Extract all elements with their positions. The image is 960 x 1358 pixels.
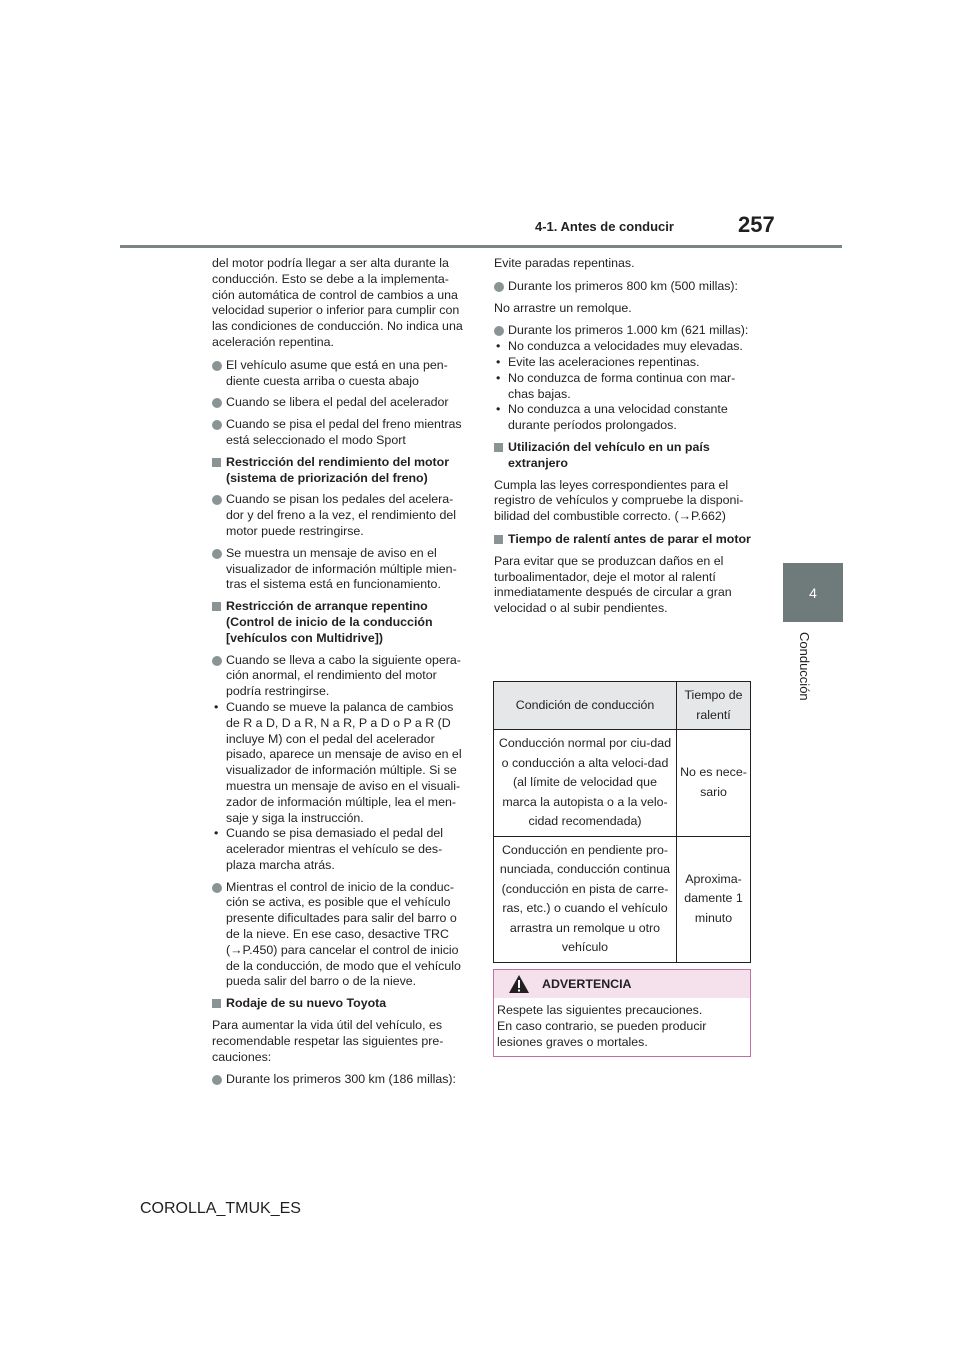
warning-icon — [508, 974, 530, 994]
subheading: Restricción de arranque repentino (Control de inicio de la conducción [vehículos con Multidrive]) — [212, 599, 470, 646]
warning-text: Respete las siguientes precauciones. En caso contrario, se pueden producir lesiones graves o mortales. — [497, 1003, 707, 1049]
paragraph: Para aumentar la vida útil del vehículo, es recomendable respetar las siguientes pre-cauciones: — [212, 1018, 444, 1064]
table-header-cell: Condición de conducción — [494, 682, 677, 730]
square-bullet-icon — [494, 535, 503, 544]
bullet-icon — [212, 420, 222, 430]
chapter-tab: 4 — [783, 563, 843, 622]
list-item: Durante los primeros 300 km (186 millas): — [212, 1072, 470, 1088]
list-item: Cuando se pisan los pedales del acelera-dor y del freno a la vez, el rendimiento del motor puede restringirse. — [212, 492, 470, 539]
sub-list-item: • No conduzca de forma continua con mar-chas bajas. — [494, 371, 756, 403]
chapter-label: Conducción — [797, 632, 812, 701]
bullet-icon — [212, 883, 222, 893]
sub-list-item: • Evite las aceleraciones repentinas. — [494, 355, 756, 371]
bullet-icon — [212, 1075, 222, 1085]
bullet-icon — [212, 398, 222, 408]
sub-list-item: • Cuando se mueve la palanca de cambios de R a D, D a R, N a R, P a D o P a R (D incluye M) con el pedal del acelerador pisado, aparece un mensaje de aviso en el visualizador de información múltiple. Si se muestra un mensaje de aviso en el visuali-zador de información múltiple, lea el men-saje y siga la instrucción. — [212, 700, 470, 826]
subheading: Tiempo de ralentí antes de parar el motor — [494, 532, 756, 548]
list-item: Cuando se lleva a cabo la siguiente opera-ción anormal, el rendimiento del motor podría restringirse. — [212, 653, 470, 700]
list-item: El vehículo asume que está en una pen-diente cuesta arriba o cuesta abajo — [212, 358, 470, 390]
bullet-icon — [212, 549, 222, 559]
bullet-icon — [212, 495, 222, 505]
list-item: Se muestra un mensaje de aviso en el visualizador de información múltiple mien-tras el sistema está en funcionamiento. — [212, 546, 470, 593]
warning-box — [493, 969, 751, 1057]
square-bullet-icon — [212, 458, 221, 467]
paragraph: No arrastre un remolque. — [494, 300, 632, 315]
intro-paragraph: del motor podría llegar a ser alta durante la conducción. Esto se debe a la implementa-ción automática de control de cambios a una velocidad superior o inferior para cumplir con las condiciones de conducción. No indica una aceleración repentina. — [212, 256, 463, 349]
sub-list-item: • No conduzca a velocidades muy elevadas. — [494, 339, 756, 355]
sub-list — [494, 339, 756, 434]
table-header-cell: Tiempo de ralentí — [677, 682, 751, 730]
list-item: Mientras el control de inicio de la conduc-ción se activa, es posible que el vehículo presente dificultades para salir del barro o de la nieve. En ese caso, desactive TRC (→P.450) para cancelar el control de inicio de la conducción, de modo que el vehículo pueda salir del barro o de la nieve. — [212, 880, 470, 991]
bullet-icon — [494, 282, 504, 292]
warning-header — [494, 970, 750, 998]
list-item: Durante los primeros 1.000 km (621 millas): — [494, 323, 756, 339]
list-item: Durante los primeros 800 km (500 millas): — [494, 279, 756, 295]
sub-list-item: • No conduzca a una velocidad constante durante períodos prolongados. — [494, 402, 756, 434]
page-number: 257 — [738, 212, 775, 237]
bullet-icon — [494, 326, 504, 336]
idle-time-table — [493, 681, 751, 963]
list-item: Cuando se pisa el pedal del freno mientras está seleccionado el modo Sport — [212, 417, 470, 449]
sub-list — [212, 700, 470, 874]
table-cell: Aproxima-damente 1 minuto — [677, 836, 751, 962]
bullet-icon — [212, 656, 222, 666]
sub-list-item: • Cuando se pisa demasiado el pedal del acelerador mientras el vehículo se des-plaza marcha atrás. — [212, 826, 470, 873]
paragraph: Evite paradas repentinas. — [494, 256, 635, 270]
subheading: Utilización del vehículo en un país extranjero — [494, 440, 756, 472]
right-column — [494, 256, 756, 624]
table-cell: No es nece-sario — [677, 730, 751, 837]
table-cell: Conducción en pendiente pro-nunciada, conducción continua (conducción en pista de carre-ras, etc.) o cuando el vehículo arrastra un remolque u otro vehículo — [494, 836, 677, 962]
table-row — [494, 836, 751, 962]
bullet-icon — [212, 361, 222, 371]
section-title: 4-1. Antes de conducir — [535, 219, 674, 234]
paragraph: Para evitar que se produzcan daños en el turboalimentador, deje el motor al ralentí inmediatamente después de circular a gran velocidad o al subir pendientes. — [494, 553, 732, 616]
list-item: Cuando se libera el pedal del acelerador — [212, 395, 470, 411]
square-bullet-icon — [212, 999, 221, 1008]
left-column — [212, 256, 470, 1094]
subheading: Restricción del rendimiento del motor (sistema de priorización del freno) — [212, 455, 470, 487]
warning-title: ADVERTENCIA — [542, 977, 632, 991]
table-cell: Conducción normal por ciu-dad o conducción a alta veloci-dad (al límite de velocidad que marca la autopista o a la velo-cidad recomendada) — [494, 730, 677, 837]
paragraph: Cumpla las leyes correspondientes para el registro de vehículos y compruebe la disponi-bilidad del combustible correcto. (→P.662) — [494, 477, 744, 524]
table-row — [494, 730, 751, 837]
subheading: Rodaje de su nuevo Toyota — [212, 996, 470, 1012]
document-code: COROLLA_TMUK_ES — [140, 1200, 301, 1217]
header-rule — [120, 245, 842, 248]
square-bullet-icon — [212, 602, 221, 611]
table-header-row — [494, 682, 751, 730]
square-bullet-icon — [494, 443, 503, 452]
